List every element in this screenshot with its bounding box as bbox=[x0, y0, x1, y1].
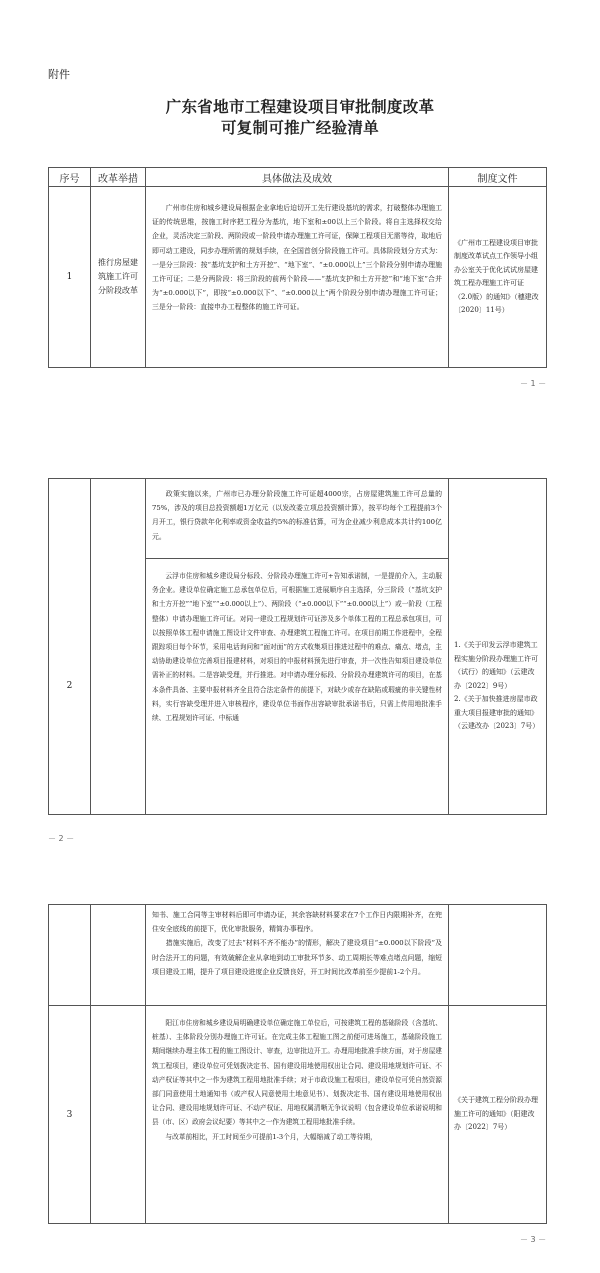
row3-practice: 阳江市住房和城乡建设局明确建设单位确定施工单位后，可按建筑工程的基础阶段（含基坑、桩基）、主体阶段分别办理施工许可证。在完成主体工程施工图之前便可进场施工，基础阶段施工期间继续办理主体工程的施工图设计、审查，边审批边开工。办理用地批准手续方面，对于房屋建筑工程项目，建设单位可凭划拨决定书、国有建设用地使用权出让合同、建设用地规划许可证、不动产权证等其中之一作为建筑工程用地批准手续；对于市政设施工程项目，建设单位可凭自然资源部门同意使用土地通知书（或产权人同意使用土地意见书）、划拨决定书、国有建设用地使用权出让合同、建设用地规划许可证、不动产权证、用地权属清晰无争议说明（包含建设单位承诺说明和县（市、区）政府会议纪要）等其中之一作为建筑工程用地批准手续。 bbox=[152, 1019, 442, 1127]
row2-practice: 云浮市住房和城乡建设局分标段、分阶段办理施工许可+告知承诺制，一是提前介入，主动服务企业。建设单位确定施工总承包单位后，可根据施工进展顺序自主选择，分三阶段（“基坑支护和土方开挖”“地下室”“±0.000以上”）、两阶段（“±0.000以下”“±0.000以上”）或一阶段（工程整体）申请办理施工许可证。对同一建设工程规划许可证涉及多个单体工程的工程总承包项目，可以按照单体工程申请施工图设计文件审查、办理建筑工程施工许可。在项目前期工作进程中，全程跟踪项目每个环节，采用电话询问和“面对面”的方式收集项目推进过程中的难点、痛点、堵点，主动协助建设单位完善项目报建材料，对项目的申报材料预先进行审查，并一次性告知项目建设单位需补正的材料。二是容缺受理，并行推进。对申请办理分标段、分阶段办理建筑许可的项目，在基本条件具备、主要申报材料齐全且符合法定条件的前提下，对缺少或存在缺陷或瑕疵的非关键性材料，实行容缺受理并进入审核程序，建设单位书面作出容缺审批承诺书后，只需上传用地批准手续、工程规划许可证、中标通 bbox=[152, 572, 442, 723]
row2-practice-cont-b: 措施实施后，改变了过去“材料不齐不能办”的情形，解决了建设项目“±0.000以下阶段”及时合法开工的问题，有效破解企业从拿地到动工审批环节多、动工周期长等难点堵点问题，缩短项目建设工期，提升了项目建设进度企业反馈良好，开工时间比改革前至少提前1-2个月。 bbox=[152, 939, 442, 976]
row1-doc: 《广州市工程建设项目审批制度改革试点工作领导小组办公室关于优化试试房屋建筑工程办理施工许可证（2.0版）的通知》（穗建改〔2020〕11号） bbox=[449, 187, 547, 368]
row1-measure: 推行房屋建筑施工许可分阶段改革 bbox=[91, 187, 146, 368]
attachment-label: 附件 bbox=[48, 68, 70, 81]
row2-practice-cont-a: 知书、施工合同等主审材料后即可申请办证，其余容缺材料要求在7个工作日内限期补齐，在兜住安全底线的前提下，优化审批服务，精简办事程序。 bbox=[152, 911, 442, 934]
row2-no: 2 bbox=[49, 559, 91, 815]
row3-practice-b: 与改革前相比，开工时间至少可提前1-3个月，大幅缩减了动工等待期， bbox=[165, 1132, 377, 1141]
page-number-1: － 1 － bbox=[520, 379, 547, 388]
header-doc: 制度文件 bbox=[449, 168, 547, 187]
document-title-line2: 可复制可推广经验清单 bbox=[220, 119, 379, 137]
table-row bbox=[49, 559, 547, 815]
table-row bbox=[49, 479, 547, 559]
page-number-2: － 2 － bbox=[48, 834, 75, 843]
header-practice: 具体做法及成效 bbox=[146, 168, 449, 187]
table-row bbox=[49, 905, 547, 1006]
header-no: 序号 bbox=[49, 168, 91, 187]
row1-practice: 广州市住房和城乡建设局根据企业拿地后迫切开工先行建设基坑的需求，打破整体办理施工证的传统思维，按施工时序把工程分为基坑，地下室和±00以上三个阶段。将自主选择权交给企业，灵活决定三阶段、两阶段或一阶段申请办理施工许可证，保障工程项目无需等待，取地后即可动工建设，同步办理所需的规划手续，在全国首创分阶段施工许可。具体阶段划分方式为：一是分三阶段：按“基坑支护和土方开挖”、“地下室”、“±0.000以上”三个阶段分别申请办理施工许可证；二是分两阶段：将三阶段的前两个阶段——“基坑支护和土方开挖”和“地下室”合并为“±0.000以下”，即按“±0.000以下”、“±0.000以上”两个阶段分别申请办理施工许可证；三是分一阶段：直接申办工程整体的施工许可证。 bbox=[152, 204, 442, 312]
row1-no: 1 bbox=[49, 187, 91, 368]
table-row bbox=[49, 187, 547, 368]
page-number-3: － 3 － bbox=[520, 1235, 547, 1244]
row3-doc: 《关于建筑工程分阶段办理施工许可的通知》（阳建改办〔2022〕7号） bbox=[449, 1006, 547, 1224]
table-header-row bbox=[49, 168, 547, 187]
table-page3 bbox=[48, 904, 547, 1224]
table-page1 bbox=[48, 167, 547, 368]
header-measure: 改革举措 bbox=[91, 168, 146, 187]
table-page2 bbox=[48, 478, 547, 815]
row1-practice-cont: 政策实施以来，广州市已办理分阶段施工许可证超4000宗，占房屋建筑施工许可总量的75%，涉及的项目总投资额超1万亿元（以发改委立项总投资额计算），按平均每个工程提前3个月开工，银行贷款年化利率或资金收益约5%的标准估算，可为企业减少利息成本共计约100亿元。 bbox=[152, 490, 442, 541]
row2-doc: 1.《关于印发云浮市建筑工程实施分阶段办理施工许可（试行）的通知》（云建改办〔2022〕9号） 2.《关于加快推进房屋市政重大项目报建审批的通知》（云建改办〔2023〕7号） bbox=[449, 559, 547, 815]
row3-no: 3 bbox=[49, 1006, 91, 1224]
table-row bbox=[49, 1006, 547, 1224]
document-title-line1: 广东省地市工程建设项目审批制度改革 bbox=[165, 98, 435, 116]
